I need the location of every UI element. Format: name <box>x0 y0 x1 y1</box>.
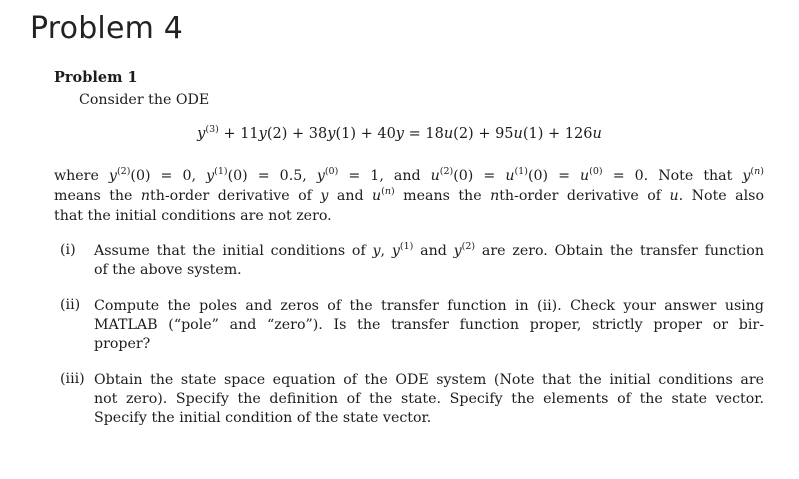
ode-equation-text: $y^{(3)} + 11y(2) + 38y(1) + 40y = 18u(2) + 95u(1) + 126u$ <box>197 124 602 142</box>
question-number: (iii) <box>60 371 85 387</box>
question-text <box>94 242 764 280</box>
question-number: (i) <box>60 242 76 258</box>
ode-equation <box>0 126 799 142</box>
problem-intro: Consider the ODE <box>79 92 210 108</box>
question-line: Assume that the initial conditions of y, $y^{(1)}$ and $y^{(2)}$ are zero. Obtain the transfer function <box>94 241 764 259</box>
initial-conditions-paragraph <box>54 166 764 226</box>
question-text <box>94 371 764 428</box>
page-title: Problem 4 <box>30 11 184 46</box>
paragraph-line: means the nth-order derivative of y and $u^{(n)}$ means the nth-order derivative of u. Note also <box>54 186 764 204</box>
question-line: of the above system. <box>94 262 242 278</box>
question-line: Obtain the state space equation of the ODE system (Note that the initial conditions are <box>94 372 764 388</box>
question-line: Specify the initial condition of the state vector. <box>94 410 432 426</box>
problem-label: Problem 1 <box>54 69 138 86</box>
paragraph-line: that the initial conditions are not zero. <box>54 208 332 224</box>
question-text <box>94 297 764 354</box>
question-number: (ii) <box>60 297 81 313</box>
question-line: not zero). Specify the definition of the state. Specify the elements of the state vector. <box>94 391 764 407</box>
paragraph-line: where $y^{(2)}(0) = 0$, $y^{(1)}(0) = 0.5$, $y^{(0)} = 1$, and $u^{(2)}(0) = u^{(1)}(0) = u^{(0)} = 0$. Note that $y^{(n)}$ <box>54 166 764 184</box>
question-line: MATLAB (“pole” and “zero”). Is the transfer function proper, strictly proper or bir- <box>94 317 764 333</box>
question-line: Compute the poles and zeros of the transfer function in (ii). Check your answer using <box>94 298 764 314</box>
question-line: proper? <box>94 336 151 352</box>
